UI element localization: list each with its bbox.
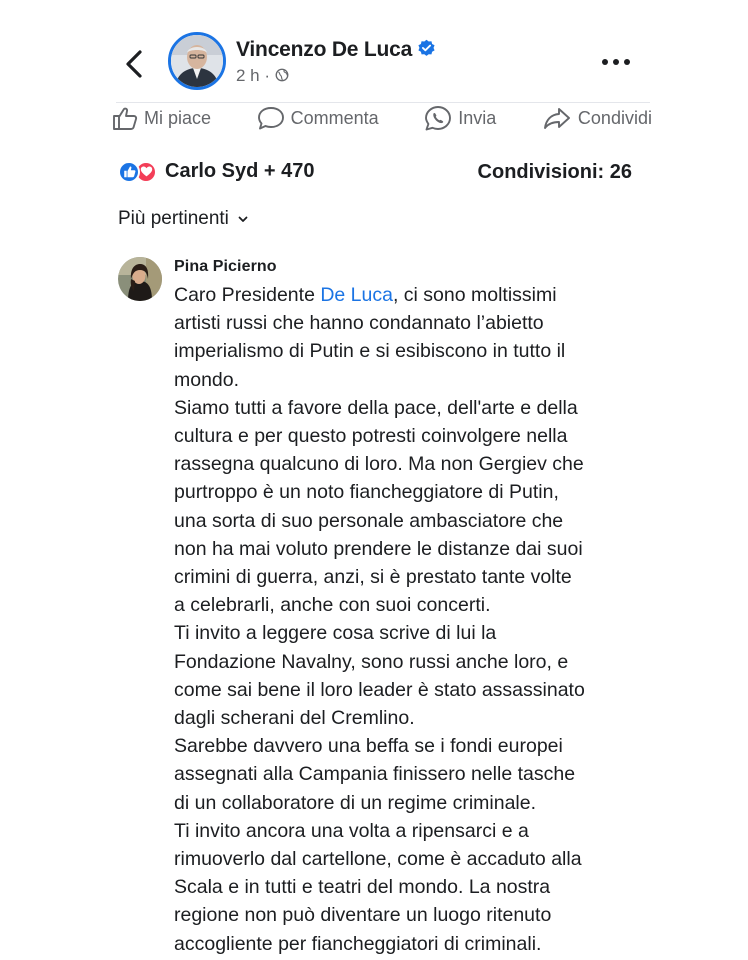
comment-author[interactable]: Pina Picierno [174, 258, 277, 275]
reactions-summary[interactable] [118, 160, 315, 183]
page-name[interactable] [236, 38, 436, 62]
comment-button[interactable] [257, 104, 379, 132]
reactors-count[interactable]: Carlo Syd + 470 [165, 160, 315, 182]
commenter-avatar[interactable] [118, 257, 162, 301]
comment-paragraph-2: Siamo tutti a favore della pace, dell'arte e della cultura e per questo potresti coinvolgere nella rassegna qualcuno di loro. Ma non Gergiev che purtroppo è un noto fiancheggiatore di Putin, una sorta di suo personale ambasciatore che non ha mai voluto prendere le distanze dai suoi crimini di guerra, anzi, si è prestato tante volte a celebrarli, anche con suoi concerti. [174, 396, 584, 617]
send-label: Invia [458, 107, 497, 128]
meta-separator: · [259, 66, 275, 85]
post-header [0, 0, 748, 100]
comment-sort-dropdown[interactable] [118, 208, 249, 230]
comment-text [174, 281, 654, 958]
header-divider [116, 102, 650, 103]
portrait-image [171, 35, 223, 87]
post-time[interactable]: 2 h [236, 66, 260, 85]
whatsapp-icon [424, 105, 452, 131]
like-button[interactable] [112, 104, 211, 132]
back-chevron-icon[interactable] [118, 44, 154, 84]
comment-paragraph-1-rest: , ci sono moltissimi artisti russi che hanno condannato l’abietto imperialismo di Putin e si esibiscono in tutto il mondo. [174, 284, 566, 391]
like-reaction-icon [118, 161, 140, 183]
send-button[interactable] [424, 104, 496, 132]
comment-bubble-icon [257, 106, 285, 130]
globe-icon [275, 68, 289, 82]
shares-count[interactable]: Condivisioni: 26 [477, 161, 632, 183]
sort-label: Più pertinenti [118, 208, 229, 229]
verified-badge-icon [417, 39, 436, 58]
chevron-down-icon [237, 214, 249, 224]
page-avatar[interactable] [168, 32, 226, 90]
comment-paragraph-5: Ti invito ancora una volta a ripensarci e a rimuoverlo dal cartellone, come è accaduto alla Scala e in tutti e teatri del mondo. La nostra regione non può diventare un luogo ritenuto accogliente per fiancheggiatori di criminali. [174, 819, 582, 955]
share-button[interactable] [542, 104, 652, 132]
mention-link[interactable]: De Luca [320, 284, 393, 306]
share-arrow-icon [542, 106, 572, 130]
comment-label: Commenta [290, 107, 379, 128]
share-label: Condividi [577, 107, 652, 128]
like-label: Mi piace [144, 107, 212, 128]
comment-paragraph-1 [174, 281, 654, 394]
thumbs-up-icon [112, 106, 138, 130]
comment-paragraph-4: Sarebbe davvero una beffa se i fondi europei assegnati alla Campania finissero nelle tasche di un collaboratore di un regime criminale. [174, 735, 576, 814]
post-action-bar [112, 104, 652, 132]
commenter-portrait-image [118, 257, 162, 301]
comment-paragraph-3: Ti invito a leggere cosa scrive di lui la Fondazione Navalny, sono russi anche loro, e come sai bene il loro leader è stato assassinato dagli scherani del Cremlino. [174, 622, 585, 730]
page-name-text[interactable]: Vincenzo De Luca [236, 38, 413, 61]
more-dots-icon[interactable] [598, 52, 634, 72]
post-meta [236, 66, 289, 86]
comment-greeting: Caro Presidente [174, 284, 321, 306]
